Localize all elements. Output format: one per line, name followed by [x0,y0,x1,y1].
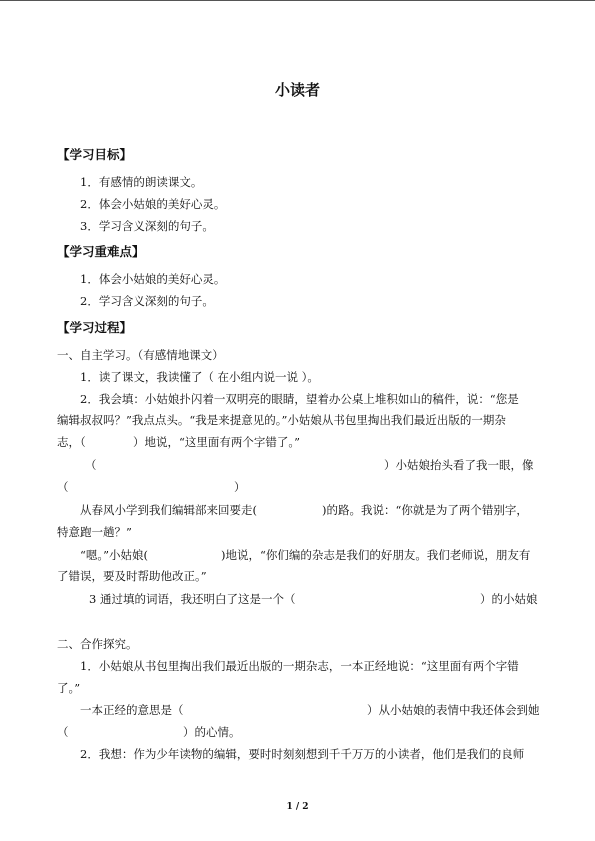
page-number: 1 / 2 [286,802,309,812]
blank-open: （ [85,458,97,472]
part2-q1-line-b: ）的心情。 [183,725,241,739]
part1-heading: 一、自主学习。（有感情地课文） [57,348,224,362]
part2-q1-line-b: ）从小姑娘的表情中我还体会到她 [367,703,540,717]
page-title: 小读者 [274,81,320,99]
part1-q3-a: 3 通过填的词语，我还明白了这是一个（ [89,592,296,606]
part2-q1-line: 了。” [57,681,81,695]
part1-q2-line-b: ）地说，“这里面有两个字错了。” [133,435,301,449]
part1-q2-line-a: 从春风小学到我们编辑部来回要走( [80,503,257,517]
part1-q2-line-a: “嗯。”小姑娘( [80,548,148,562]
part1-q2-line-b: )地说，“你们编的杂志是我们的好朋友。我们老师说，朋友有 [221,548,531,562]
part1-q2-line-b: )的路。我说：“你就是为了两个错别字， [322,503,528,517]
part2-q2-line: 2．我想：作为少年读物的编辑，要时时刻刻想到千千万万的小读者，他们是我们的良师 [80,747,525,761]
section-heading-process: 【学习过程】 [57,320,133,335]
part1-q2-line-b: ）小姑娘抬头看了我一眼，像 [384,458,534,472]
goal-item: 3．学习含义深刻的句子。 [80,219,214,233]
part1-q2-line: 2．我会填：小姑娘扑闪着一双明亮的眼睛，望着办公桌上堆积如山的稿件，说：“您是 [80,392,519,406]
part1-q2-line: 特意跑一趟？” [57,525,132,539]
key-point-item: 1．体会小姑娘的美好心灵。 [80,272,226,286]
key-point-item: 2．学习含义深刻的句子。 [80,294,214,308]
part2-heading: 二、合作探究。 [57,637,138,651]
section-heading-goals: 【学习目标】 [57,147,133,162]
goal-item: 1．有感情的朗读课文。 [80,175,203,189]
part1-q1: 1．读了课文，我读懂了（ 在小组内说一说 ）。 [80,370,319,384]
blank-close: ） [234,480,246,494]
blank-open: （ [57,725,69,739]
goal-item: 2．体会小姑娘的美好心灵。 [80,197,226,211]
part2-q1-line-a: 一本正经的意思是（ [80,703,184,717]
part1-q2-line: 了错误，要及时帮助他改正。” [57,569,207,583]
part1-q3-b: ）的小姑娘 [480,592,538,606]
section-heading-key-points: 【学习重难点】 [57,244,145,259]
part2-q1-line: 1．小姑娘从书包里掏出我们最近出版的一期杂志，一本正经地说：“这里面有两个字错 [80,659,519,673]
part1-q2-line: 编辑叔叔吗？”我点点头。“我是来提意见的。”小姑娘从书包里掏出我们最近出版的一期杂 [57,413,506,427]
part1-q2-line-a: 志，（ [57,435,86,449]
blank-open: （ [57,480,69,494]
top-rule [0,0,595,1]
